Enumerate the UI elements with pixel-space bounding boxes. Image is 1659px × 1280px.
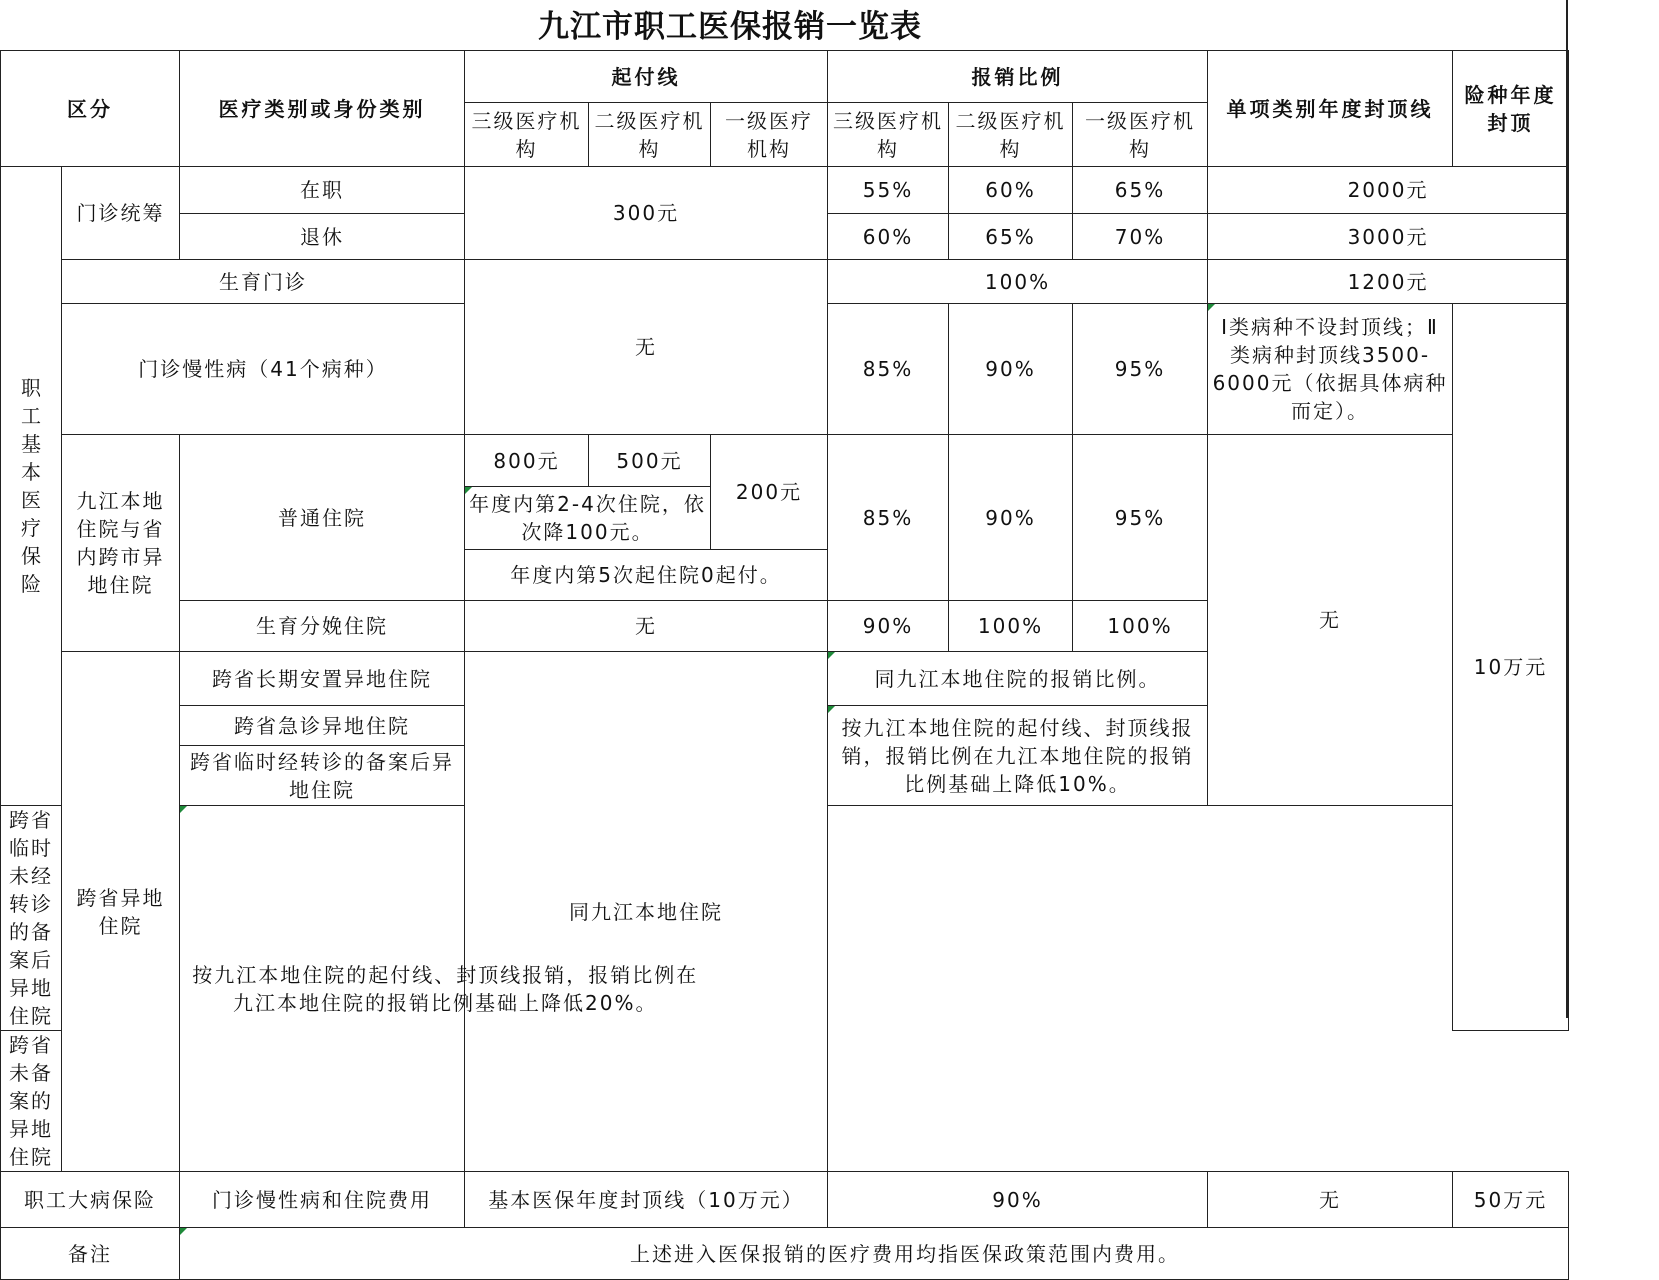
header-annual-cap: 险种年度封顶 — [1453, 51, 1569, 167]
cross-ratio-minus20: 按九江本地住院的起付线、封顶线报销，报销比例在九江本地住院的报销比例基础上降低20%。 — [180, 806, 711, 1172]
cross-ratio-minus10: 按九江本地住院的起付线、封顶线报销，报销比例在九江本地住院的报销比例基础上降低10%。 — [828, 706, 1208, 806]
critical-label: 职工大病保险 — [1, 1172, 180, 1228]
header-deductible: 起付线 — [465, 51, 828, 103]
chronic-label: 门诊慢性病（41个病种） — [62, 304, 465, 435]
page-title: 九江市职工医保报销一览表 — [538, 9, 922, 45]
remark-label: 备注 — [1, 1228, 180, 1280]
general-repeat-note: 年度内第2-4次住院，依次降100元。 — [465, 487, 711, 550]
retired-ratio-level2: 65% — [949, 214, 1073, 260]
employed-ratio-level3: 55% — [828, 167, 949, 214]
employed-ratio-level2: 60% — [949, 167, 1073, 214]
general-inpatient-label: 普通住院 — [180, 435, 465, 601]
chronic-ratio-level2: 90% — [949, 304, 1073, 435]
row-remark — [1, 1228, 1569, 1280]
row-general-inpatient-a — [1, 435, 1569, 487]
cross-row-referral: 跨省临时经转诊的备案后异地住院 — [180, 746, 465, 806]
reimbursement-table — [0, 50, 1569, 1280]
header-category: 医疗类别或身份类别 — [180, 51, 465, 167]
chronic-deductible: 无 — [465, 260, 828, 435]
cross-row-no-referral: 跨省临时未经转诊的备案后异地住院 — [1, 806, 62, 1031]
header-ratio: 报销比例 — [828, 51, 1208, 103]
cross-row-unregistered: 跨省未备案的异地住院 — [1, 1031, 62, 1172]
retired-ratio-level1: 70% — [1073, 214, 1208, 260]
cross-row-emergency: 跨省急诊异地住院 — [180, 706, 465, 746]
general-ratio-level3: 85% — [828, 435, 949, 601]
retired-ratio-level3: 60% — [828, 214, 949, 260]
retired-label: 退休 — [180, 214, 465, 260]
remark-text: 上述进入医保报销的医疗费用均指医保政策范围内费用。 — [180, 1228, 1569, 1280]
maternity-outpatient-ratio: 100% — [828, 260, 1208, 304]
chronic-ratio-level3: 85% — [828, 304, 949, 435]
general-deductible-level1: 200元 — [711, 435, 828, 550]
general-deductible-level3: 800元 — [465, 435, 589, 487]
outpatient-deductible: 300元 — [465, 167, 828, 260]
single-cap-none: 无 — [1208, 435, 1453, 806]
maternity-ratio-level3: 90% — [828, 601, 949, 652]
cross-ratio-same: 同九江本地住院的报销比例。 — [828, 652, 1208, 706]
maternity-inpatient-label: 生育分娩住院 — [180, 601, 465, 652]
outpatient-pool-label: 门诊统筹 — [62, 167, 180, 260]
cross-deductible: 同九江本地住院 — [465, 652, 828, 1172]
row-maternity-outpatient — [1, 260, 1569, 304]
chronic-ratio-level1: 95% — [1073, 304, 1208, 435]
cross-province-group: 跨省异地住院 — [62, 652, 180, 1172]
header-single-cap: 单项类别年度封顶线 — [1208, 51, 1453, 167]
critical-deductible: 基本医保年度封顶线（10万元） — [465, 1172, 828, 1228]
critical-category: 门诊慢性病和住院费用 — [180, 1172, 465, 1228]
header-ratio-level1: 一级医疗机构 — [1073, 103, 1208, 167]
maternity-outpatient-cap: 1200元 — [1208, 260, 1569, 304]
header-deductible-level1: 一级医疗机构 — [711, 103, 828, 167]
header-deductible-level2: 二级医疗机构 — [589, 103, 711, 167]
maternity-outpatient-label: 生育门诊 — [62, 260, 465, 304]
critical-annual-cap: 50万元 — [1453, 1172, 1569, 1228]
header-ratio-level2: 二级医疗机构 — [949, 103, 1073, 167]
section-basic-insurance: 职工基本医疗保险 — [1, 167, 62, 806]
chronic-cap: Ⅰ类病种不设封顶线；Ⅱ类病种封顶线3500-6000元（依据具体病种而定）。 — [1208, 304, 1453, 435]
critical-single-cap: 无 — [1208, 1172, 1453, 1228]
employed-cap: 2000元 — [1208, 167, 1569, 214]
maternity-inpatient-deductible: 无 — [465, 601, 828, 652]
header-ratio-level3: 三级医疗机构 — [828, 103, 949, 167]
critical-ratio: 90% — [828, 1172, 1208, 1228]
header-qufen: 区分 — [1, 51, 180, 167]
general-ratio-level1: 95% — [1073, 435, 1208, 601]
local-inpatient-group: 九江本地住院与省内跨市异地住院 — [62, 435, 180, 652]
employed-ratio-level1: 65% — [1073, 167, 1208, 214]
employed-label: 在职 — [180, 167, 465, 214]
annual-cap-basic: 10万元 — [1453, 304, 1569, 1031]
general-deductible-level2: 500元 — [589, 435, 711, 487]
general-fifth-note: 年度内第5次起住院0起付。 — [465, 550, 828, 601]
header-row-1 — [1, 51, 1569, 103]
row-critical-illness — [1, 1172, 1569, 1228]
retired-cap: 3000元 — [1208, 214, 1569, 260]
row-outpatient-employed — [1, 167, 1569, 214]
maternity-ratio-level1: 100% — [1073, 601, 1208, 652]
cross-row-long-term: 跨省长期安置异地住院 — [180, 652, 465, 706]
header-deductible-level3: 三级医疗机构 — [465, 103, 589, 167]
maternity-ratio-level2: 100% — [949, 601, 1073, 652]
general-ratio-level2: 90% — [949, 435, 1073, 601]
